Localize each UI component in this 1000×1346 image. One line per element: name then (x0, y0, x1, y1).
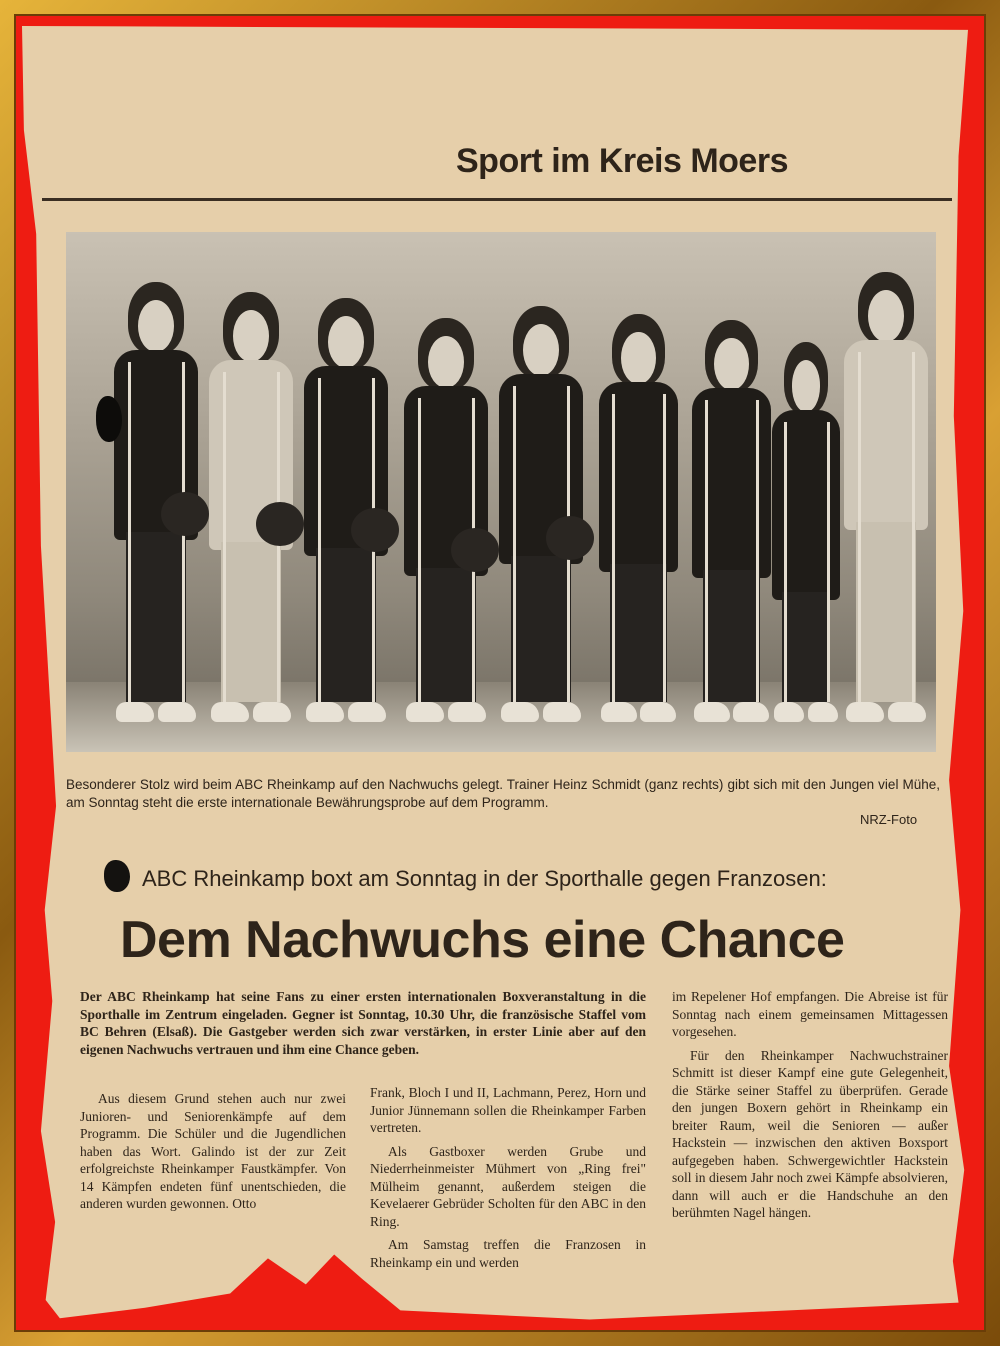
kicker-bullet-icon (104, 860, 130, 892)
column-2-paragraph: Als Gastboxer werden Grube und Niederrheinmeister Mühmert von „Ring frei" Mülheim genannt, außerdem steigen die Kevelaerer Gebrüder Scholten für den ABC in den Ring. (370, 1143, 646, 1229)
tracksuit-stripe (318, 378, 321, 702)
figure-shoe (448, 702, 486, 722)
tracksuit-stripe (858, 352, 861, 702)
figure-shoe (543, 702, 581, 722)
tracksuit-stripe (912, 352, 915, 702)
figure-face (138, 300, 174, 352)
photo-figure (491, 306, 591, 722)
section-header: Sport im Kreis Moers (456, 142, 788, 180)
figure-face (714, 338, 748, 390)
tracksuit-stripe (513, 386, 516, 702)
tracksuit-stripe (128, 362, 131, 702)
photo-figure (106, 282, 206, 722)
figure-shoe (888, 702, 926, 722)
header-rule (42, 198, 952, 201)
column-3-paragraph: Für den Rheinkamper Nachwuchstrainer Schmitt ist dieser Kampf eine gute Gelegenheit, die Stärke seiner Staffel zu überprüfen. Gerade den jungen Boxern gehört in Rheinkamp ein breiter Raum, weil die Senioren — außer Hackstein — inzwischen den aktiven Boxsport aufgegeben haben. Schwergewichtler Hackstein soll in diesem Jahr noch zwei Kämpfe absolvieren, dann will auch er die Handschuhe an den berühmten Nagel hängen. (672, 1047, 948, 1220)
tracksuit-stripe (756, 400, 759, 702)
tracksuit-stripe (612, 394, 615, 702)
photo-figure (396, 318, 496, 722)
figure-trousers (221, 542, 281, 702)
figure-shoe (158, 702, 196, 722)
team-photo (66, 232, 936, 752)
figure-shoe (640, 702, 676, 722)
figure-trousers (416, 568, 476, 702)
boxing-glove (351, 508, 399, 552)
figure-jacket (844, 340, 928, 530)
article-lead: Der ABC Rheinkamp hat seine Fans zu einer ersten internationalen Boxveranstaltung in die Sporthalle im Zentrum eingeladen. Gegner ist Sonntag, 10.30 Uhr, die französische Staffel vom BC Behren (Elsaß). Die Gastgeber werden sich zwar verstärken, in erster Linie aber auf den eigenen Nachwuchs vertrauen und ihm eine Chance geben. (80, 989, 646, 1057)
figure-shoe (253, 702, 291, 722)
figure-shoe (694, 702, 730, 722)
figure-shoe (808, 702, 838, 722)
column-2-paragraph: Frank, Bloch I und II, Lachmann, Perez, Horn und Junior Jünnemann sollen die Rheinkamper Farben vertreten. (370, 1085, 646, 1135)
photo-figure (591, 314, 686, 722)
figure-jacket (692, 388, 772, 578)
figure-jacket (599, 382, 679, 572)
article-column-3 (672, 988, 948, 1228)
column-1-paragraph: Aus diesem Grund stehen auch nur zwei Junioren- und Seniorenkämpfe auf dem Programm. Die Schüler und die Jugendlichen haben das Wort. Galindo ist der zur Zeit erfolgreichste Rheinkamper Faustkämpfer. Von 14 Kämpfen endeten fünf unentschieden, die anderen wurden gewonnen. Otto (80, 1091, 346, 1211)
tracksuit-stripe (705, 400, 708, 702)
article-column-1 (80, 1090, 346, 1219)
figure-face (523, 324, 559, 376)
figure-shoe (601, 702, 637, 722)
figure-trousers (610, 564, 667, 702)
photo-figure (201, 292, 301, 722)
figure-shoe (846, 702, 884, 722)
figure-face (428, 336, 464, 388)
figure-face (621, 332, 655, 384)
figure-trousers (703, 570, 760, 702)
tracksuit-stripe (223, 372, 226, 702)
article-headline: Dem Nachwuchs eine Chance (120, 911, 845, 969)
column-3-paragraph: im Repelener Hof empfangen. Die Abreise ist für Sonntag nach einem gemeinsamen Mittagessen vorgesehen. (672, 989, 948, 1039)
burn-mark (96, 396, 122, 442)
figure-trousers (782, 592, 830, 702)
figure-trousers (856, 522, 916, 702)
photo-credit: NRZ-Foto (860, 812, 918, 827)
boxing-glove (546, 516, 594, 560)
tracksuit-stripe (827, 422, 830, 702)
figure-face (233, 310, 269, 362)
figure-shoe (501, 702, 539, 722)
photo-figure (766, 342, 846, 722)
tracksuit-stripe (663, 394, 666, 702)
photo-figure (684, 320, 779, 722)
figure-shoe (306, 702, 344, 722)
article-kicker: ABC Rheinkamp boxt am Sonntag in der Sporthalle gegen Franzosen: (142, 866, 827, 891)
photo-figure (296, 298, 396, 722)
tracksuit-stripe (418, 398, 421, 702)
figure-trousers (126, 532, 186, 702)
figure-shoe (774, 702, 804, 722)
figure-shoe (116, 702, 154, 722)
tracksuit-stripe (784, 422, 787, 702)
column-2-paragraph: Am Samstag treffen die Franzosen in Rheinkamp ein und werden (370, 1237, 646, 1270)
figure-face (792, 360, 821, 412)
figure-face (868, 290, 904, 342)
photo-figure (836, 272, 936, 722)
figure-trousers (316, 548, 376, 702)
article-column-2 (370, 1084, 646, 1277)
photo-caption: Besonderer Stolz wird beim ABC Rheinkamp auf den Nachwuchs gelegt. Trainer Heinz Schmidt (ganz rechts) gibt sich mit den Jungen viel Mühe, am Sonntag steht die erste internationale Bewährungsprobe auf dem Programm. (66, 777, 940, 810)
figure-face (328, 316, 364, 368)
figure-shoe (406, 702, 444, 722)
figure-shoe (348, 702, 386, 722)
figure-trousers (511, 556, 571, 702)
figure-shoe (733, 702, 769, 722)
figure-shoe (211, 702, 249, 722)
